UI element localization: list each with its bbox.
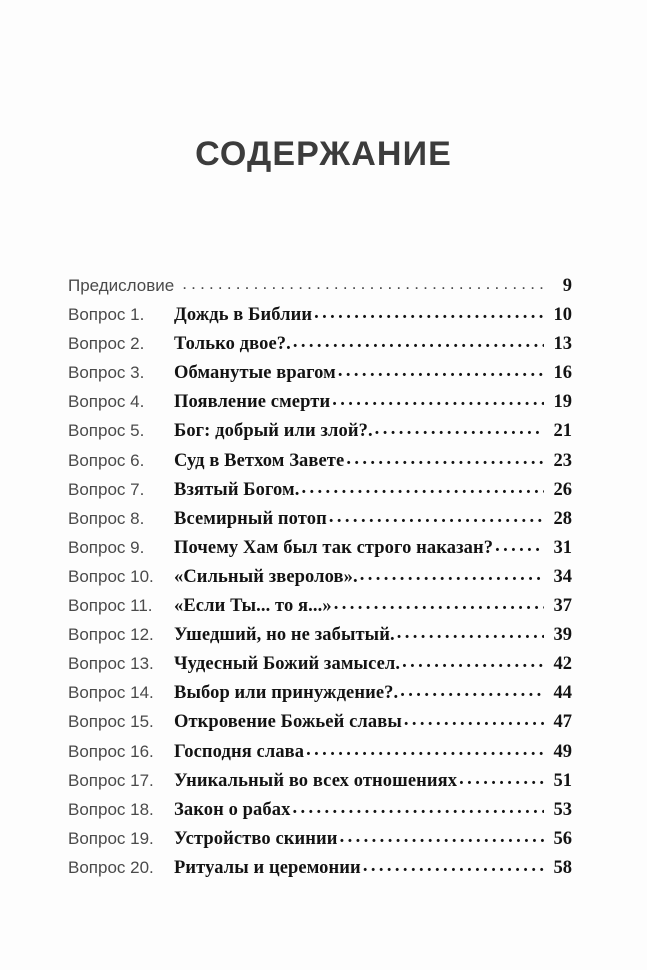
toc-entry-title: Бог: добрый или злой?. [174,421,373,442]
dot-leader [375,422,544,436]
dot-leader [495,539,544,553]
toc-entry-label: Вопрос 8. [68,508,145,528]
dot-leader [332,393,544,407]
toc-entry[interactable] [68,509,572,538]
toc-entry-label: Вопрос 14. [68,683,154,703]
toc-entry-page-number: 44 [553,683,572,704]
toc-entry[interactable] [68,829,572,858]
toc-entry-title: Обманутые врагом [174,363,336,384]
toc-entry-page-number: 49 [553,741,572,762]
dot-leader [314,306,544,320]
toc-entry[interactable] [68,625,572,654]
toc-entry-page-number: 47 [553,712,572,733]
toc-entry[interactable] [68,480,572,509]
toc-entry[interactable] [68,276,572,305]
toc-entry-label: Вопрос 15. [68,712,154,732]
toc-entry-label: Вопрос 1. [68,305,145,325]
toc-entry[interactable] [68,305,572,334]
dot-leader [459,772,544,786]
toc-entry-label: Вопрос 3. [68,363,145,383]
dot-leader [329,510,544,524]
toc-entry-title: Суд в Ветхом Завете [174,450,345,471]
toc-entry-page-number: 42 [553,654,572,675]
toc-entry[interactable] [68,421,572,450]
toc-entry-label: Вопрос 4. [68,392,145,412]
dot-leader [306,743,544,757]
dot-leader [338,364,544,378]
toc-entry-title: Закон о рабах [174,799,291,820]
dot-leader [400,684,544,698]
toc-entry-title: Взятый Богом. [174,479,300,500]
toc-entry[interactable] [68,392,572,421]
toc-entry-page-number: 51 [553,770,572,791]
toc-entry-page-number: 31 [553,537,572,558]
toc-entry[interactable] [68,683,572,712]
toc-entry[interactable] [68,712,572,741]
page-title: СОДЕРЖАНИЕ [195,135,452,173]
toc-entry-title: Откровение Божьей славы [174,712,402,733]
dot-leader [402,655,544,669]
table-of-contents-list [68,276,572,887]
toc-entry-page-number: 21 [553,421,572,442]
dot-leader [363,859,544,873]
toc-entry[interactable] [68,567,572,596]
toc-entry-label: Вопрос 20. [68,857,154,877]
toc-entry-title: Дождь в Библии [174,305,313,326]
toc-entry-label: Вопрос 16. [68,741,154,761]
toc-entry-page-number: 9 [562,276,572,296]
toc-entry-page-number: 28 [553,508,572,529]
dot-leader [346,452,544,466]
dot-leader [360,568,544,582]
toc-entry-title: Выбор или принуждение?. [174,683,399,704]
toc-entry-page-number: 26 [553,479,572,500]
dot-leader [334,597,544,611]
toc-entry-title: «Если Ты... то я...» [174,596,332,617]
toc-entry-title: «Сильный зверолов». [174,566,358,587]
toc-entry-title: Чудесный Божий замысел. [174,654,401,675]
toc-entry-label: Вопрос 7. [68,479,145,499]
dot-leader [301,481,544,495]
toc-entry-page-number: 10 [553,305,572,326]
dot-leader [397,626,544,640]
dot-leader [182,277,544,291]
toc-entry[interactable] [68,771,572,800]
toc-entry-title: Уникальный во всех отношениях [174,770,458,791]
toc-entry-label: Вопрос 18. [68,799,154,819]
toc-entry-page-number: 56 [553,828,572,849]
toc-entry-label: Вопрос 17. [68,770,154,790]
toc-entry-page-number: 34 [553,566,572,587]
toc-entry-title: Господня слава [174,741,305,762]
toc-entry[interactable] [68,538,572,567]
dot-leader [340,830,544,844]
toc-entry-title: Устройство скинии [174,828,338,849]
toc-entry-label: Вопрос 10. [68,566,154,586]
dot-leader [293,335,544,349]
toc-entry-label: Вопрос 13. [68,654,154,674]
dot-leader [292,801,544,815]
toc-entry-page-number: 58 [553,857,572,878]
toc-entry[interactable] [68,334,572,363]
toc-entry-label: Вопрос 19. [68,828,154,848]
toc-entry-label: Вопрос 9. [68,537,145,557]
toc-entry[interactable] [68,451,572,480]
toc-entry-label: Вопрос 5. [68,421,145,441]
dot-leader [404,713,544,727]
toc-entry-title: Почему Хам был так строго наказан? [174,537,494,558]
toc-entry[interactable] [68,654,572,683]
toc-entry-label: Вопрос 6. [68,450,145,470]
toc-entry-page-number: 16 [553,363,572,384]
toc-entry-page-number: 53 [553,799,572,820]
toc-entry-label: Предисловие [68,276,175,295]
toc-entry[interactable] [68,800,572,829]
toc-entry-page-number: 39 [553,625,572,646]
toc-entry-title: Только двое?. [174,334,291,355]
toc-entry-label: Вопрос 12. [68,625,154,645]
toc-entry-title: Ритуалы и церемонии [174,857,361,878]
toc-entry[interactable] [68,596,572,625]
toc-entry[interactable] [68,858,572,887]
toc-entry[interactable] [68,742,572,771]
toc-entry-label: Вопрос 2. [68,334,145,354]
toc-entry-page-number: 23 [553,450,572,471]
toc-entry-label: Вопрос 11. [68,596,153,616]
toc-entry-title: Всемирный потоп [174,508,327,529]
toc-entry-page-number: 37 [553,596,572,617]
toc-entry-page-number: 13 [553,334,572,355]
toc-entry-title: Ушедший, но не забытый. [174,625,395,646]
toc-entry[interactable] [68,363,572,392]
toc-entry-title: Появление смерти [174,392,331,413]
toc-entry-page-number: 19 [553,392,572,413]
